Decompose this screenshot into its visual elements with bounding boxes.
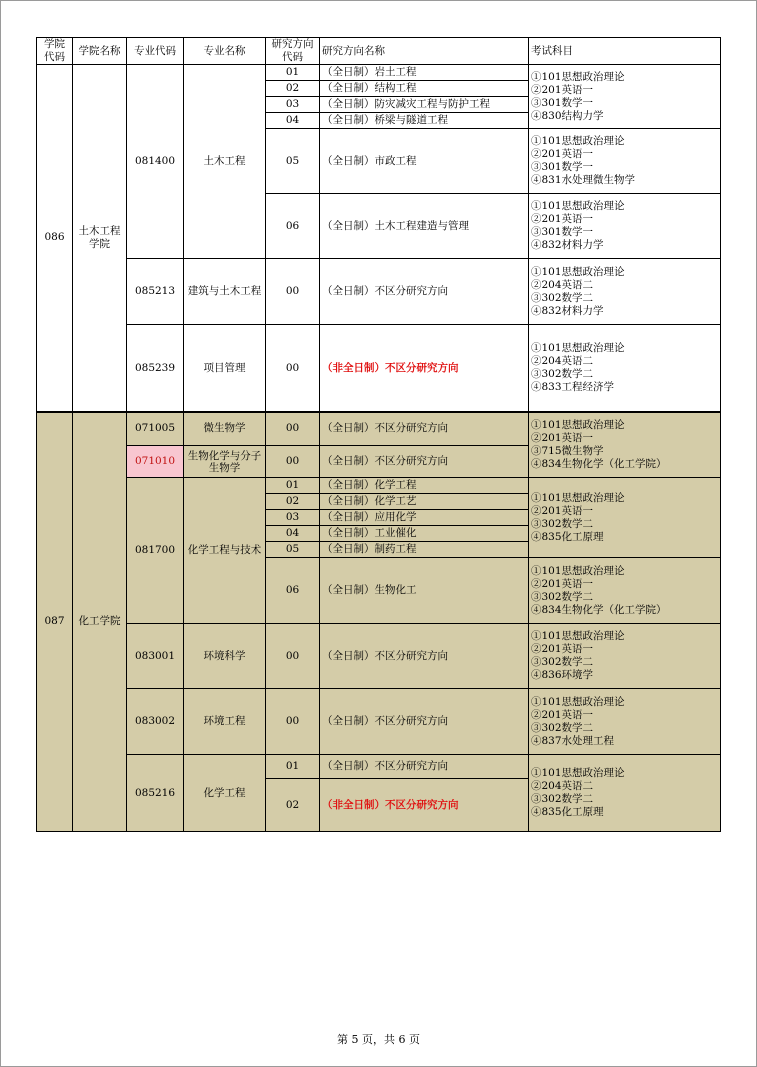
direction-code-cell: 00 bbox=[266, 325, 320, 412]
college-name-cell: 土木工程学院 bbox=[73, 65, 127, 412]
subject-line: ②201英语一 bbox=[531, 213, 594, 225]
direction-name-cell: （全日制）不区分研究方向 bbox=[320, 755, 529, 779]
direction-code-cell: 02 bbox=[266, 494, 320, 510]
direction-name-cell: （全日制）不区分研究方向 bbox=[320, 259, 529, 325]
subject-line: ②201英语一 bbox=[531, 504, 594, 517]
admissions-table bbox=[36, 37, 721, 832]
direction-code-cell: 06 bbox=[266, 194, 320, 259]
college-code-cell: 087 bbox=[37, 412, 73, 832]
college-name-cell: 化工学院 bbox=[73, 412, 127, 832]
direction-name-cell: （全日制）市政工程 bbox=[320, 129, 529, 194]
subject-line: ④830结构力学 bbox=[531, 109, 604, 122]
subject-line: ②201英语一 bbox=[531, 148, 594, 160]
subject-line: ④832材料力学 bbox=[531, 239, 604, 251]
major-code-cell: 081400 bbox=[127, 65, 184, 259]
direction-code-cell: 06 bbox=[266, 558, 320, 624]
header-direction-name: 研究方向名称 bbox=[320, 38, 529, 65]
subject-line: ③301数学一 bbox=[531, 161, 594, 173]
direction-name-cell: （全日制）不区分研究方向 bbox=[320, 689, 529, 755]
subject-line: ④837水处理工程 bbox=[531, 734, 615, 747]
subject-line: ③302数学二 bbox=[531, 793, 594, 805]
subject-line: ④832材料力学 bbox=[531, 304, 604, 317]
subject-line: ②201英语一 bbox=[531, 577, 594, 590]
direction-code-cell: 02 bbox=[266, 779, 320, 832]
major-code-cell: 081700 bbox=[127, 478, 184, 624]
table-row bbox=[37, 689, 721, 755]
major-name-cell: 土木工程 bbox=[184, 65, 266, 259]
part-time-label: （非全日制）不区分研究方向 bbox=[322, 798, 459, 811]
direction-code-cell: 00 bbox=[266, 259, 320, 325]
table-row bbox=[37, 412, 721, 446]
subject-line: ①101思想政治理论 bbox=[531, 342, 625, 354]
subjects-cell bbox=[529, 412, 721, 478]
header-direction-code: 研究方向代码 bbox=[266, 38, 320, 65]
direction-code-cell: 04 bbox=[266, 526, 320, 542]
subject-line: ①101思想政治理论 bbox=[531, 767, 625, 779]
table-row bbox=[37, 478, 721, 494]
subject-line: ②204英语二 bbox=[531, 355, 594, 367]
subjects-cell bbox=[529, 259, 721, 325]
direction-name-cell: （全日制）不区分研究方向 bbox=[320, 446, 529, 478]
direction-code-cell: 00 bbox=[266, 446, 320, 478]
major-code-cell: 083002 bbox=[127, 689, 184, 755]
table-row bbox=[37, 624, 721, 689]
direction-code-cell: 01 bbox=[266, 65, 320, 81]
subject-line: ①101思想政治理论 bbox=[531, 265, 625, 278]
major-name-cell: 生物化学与分子生物学 bbox=[184, 446, 266, 478]
major-code-cell: 085213 bbox=[127, 259, 184, 325]
subjects-cell bbox=[529, 624, 721, 689]
subject-line: ③301数学一 bbox=[531, 96, 594, 109]
direction-name-cell: （全日制）防灾减灾工程与防护工程 bbox=[320, 97, 529, 113]
major-name-cell: 微生物学 bbox=[184, 412, 266, 446]
subject-line: ④833工程经济学 bbox=[531, 381, 615, 393]
subject-line: ④834生物化学（化工学院） bbox=[531, 457, 667, 470]
major-name-cell: 项目管理 bbox=[184, 325, 266, 412]
subject-line: ①101思想政治理论 bbox=[531, 564, 625, 577]
direction-name-cell: （全日制）桥梁与隧道工程 bbox=[320, 113, 529, 129]
direction-name-cell: （全日制）应用化学 bbox=[320, 510, 529, 526]
direction-name-cell: （全日制）结构工程 bbox=[320, 81, 529, 97]
college-code-cell: 086 bbox=[37, 65, 73, 412]
table-row bbox=[37, 259, 721, 325]
subjects-cell bbox=[529, 129, 721, 194]
subject-line: ②201英语一 bbox=[531, 431, 594, 444]
header-row bbox=[37, 38, 721, 65]
major-code-cell: 083001 bbox=[127, 624, 184, 689]
direction-name-cell: （全日制）不区分研究方向 bbox=[320, 412, 529, 446]
subject-line: ④836环境学 bbox=[531, 669, 594, 681]
subject-line: ③302数学二 bbox=[531, 721, 594, 734]
direction-name-cell bbox=[320, 325, 529, 412]
table-row bbox=[37, 65, 721, 81]
subject-line: ①101思想政治理论 bbox=[531, 135, 625, 147]
subject-line: ④835化工原理 bbox=[531, 530, 604, 543]
major-name-cell: 环境科学 bbox=[184, 624, 266, 689]
subject-line: ④831水处理微生物学 bbox=[531, 174, 636, 186]
subjects-cell bbox=[529, 689, 721, 755]
direction-code-cell: 00 bbox=[266, 689, 320, 755]
direction-name-cell: （全日制）土木工程建造与管理 bbox=[320, 194, 529, 259]
subject-line: ①101思想政治理论 bbox=[531, 70, 625, 83]
subject-line: ④835化工原理 bbox=[531, 806, 604, 818]
direction-name-cell: （全日制）化学工程 bbox=[320, 478, 529, 494]
direction-name-cell: （全日制）工业催化 bbox=[320, 526, 529, 542]
direction-name-cell bbox=[320, 779, 529, 832]
direction-name-cell: （全日制）化学工艺 bbox=[320, 494, 529, 510]
header-major-code: 专业代码 bbox=[127, 38, 184, 65]
subjects-cell bbox=[529, 478, 721, 558]
direction-code-cell: 05 bbox=[266, 129, 320, 194]
subject-line: ②201英语一 bbox=[531, 708, 594, 721]
major-code-cell: 085216 bbox=[127, 755, 184, 832]
subject-line: ③301数学一 bbox=[531, 226, 594, 238]
subject-line: ①101思想政治理论 bbox=[531, 630, 625, 642]
subjects-cell bbox=[529, 558, 721, 624]
header-subjects: 考试科目 bbox=[529, 38, 721, 65]
header-college-code: 学院代码 bbox=[37, 38, 73, 65]
table-row bbox=[37, 755, 721, 779]
direction-code-cell: 05 bbox=[266, 542, 320, 558]
subject-line: ①101思想政治理论 bbox=[531, 491, 625, 504]
subject-line: ①101思想政治理论 bbox=[531, 695, 625, 708]
subject-line: ③302数学二 bbox=[531, 368, 594, 380]
subjects-cell bbox=[529, 65, 721, 129]
subject-line: ③302数学二 bbox=[531, 590, 594, 603]
direction-name-cell: （全日制）不区分研究方向 bbox=[320, 624, 529, 689]
header-college-name: 学院名称 bbox=[73, 38, 127, 65]
subject-line: ③302数学二 bbox=[531, 291, 594, 304]
subject-line: ②204英语二 bbox=[531, 278, 594, 291]
subjects-cell bbox=[529, 194, 721, 259]
direction-name-cell: （全日制）制药工程 bbox=[320, 542, 529, 558]
subject-line: ②201英语一 bbox=[531, 643, 594, 655]
direction-code-cell: 01 bbox=[266, 755, 320, 779]
major-name-cell: 化学工程与技术 bbox=[184, 478, 266, 624]
subject-line: ①101思想政治理论 bbox=[531, 200, 625, 212]
direction-name-cell: （全日制）生物化工 bbox=[320, 558, 529, 624]
subject-line: ②201英语一 bbox=[531, 83, 594, 96]
part-time-label: （非全日制）不区分研究方向 bbox=[322, 361, 459, 374]
page-footer: 第 5 页，共 6 页 bbox=[337, 1033, 420, 1046]
subject-line: ②204英语二 bbox=[531, 780, 594, 792]
major-code-cell: 071005 bbox=[127, 412, 184, 446]
direction-code-cell: 01 bbox=[266, 478, 320, 494]
major-name-cell: 环境工程 bbox=[184, 689, 266, 755]
direction-name-cell: （全日制）岩土工程 bbox=[320, 65, 529, 81]
major-name-cell: 化学工程 bbox=[184, 755, 266, 832]
subject-line: ④834生物化学（化工学院） bbox=[531, 603, 667, 616]
direction-code-cell: 00 bbox=[266, 624, 320, 689]
major-name-cell: 建筑与土木工程 bbox=[184, 259, 266, 325]
subject-line: ①101思想政治理论 bbox=[531, 418, 625, 431]
table-row bbox=[37, 325, 721, 412]
subjects-cell bbox=[529, 325, 721, 412]
direction-code-cell: 03 bbox=[266, 510, 320, 526]
direction-code-cell: 04 bbox=[266, 113, 320, 129]
subject-line: ③302数学二 bbox=[531, 656, 594, 668]
major-code-cell: 071010 bbox=[127, 446, 184, 478]
direction-code-cell: 02 bbox=[266, 81, 320, 97]
subject-line: ③302数学二 bbox=[531, 517, 594, 530]
major-code-cell: 085239 bbox=[127, 325, 184, 412]
header-major-name: 专业名称 bbox=[184, 38, 266, 65]
direction-code-cell: 00 bbox=[266, 412, 320, 446]
subjects-cell bbox=[529, 755, 721, 832]
direction-code-cell: 03 bbox=[266, 97, 320, 113]
subject-line: ③715微生物学 bbox=[531, 444, 604, 457]
